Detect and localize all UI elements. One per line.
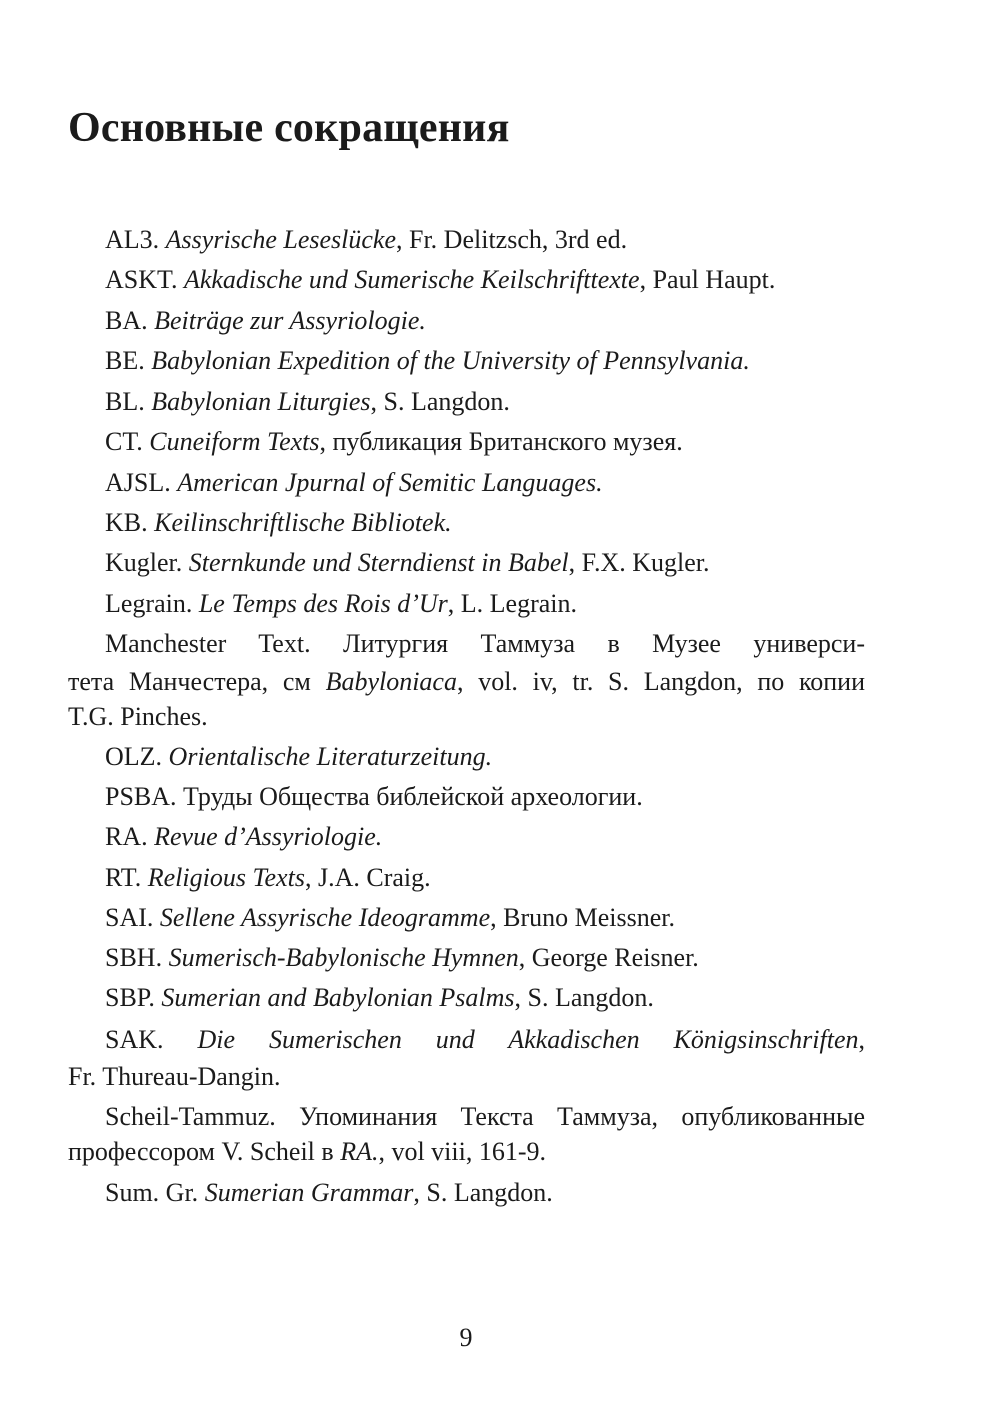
abbreviation-entry-ra	[105, 817, 865, 857]
entry-author: , Paul Haupt.	[639, 265, 776, 294]
abbreviation-entry-ajsl	[105, 463, 865, 503]
entry-abbreviation: Sum. Gr.	[105, 1178, 205, 1207]
entry-abbreviation: CT.	[105, 427, 150, 456]
entry-author: , F.X. Kugler.	[568, 548, 710, 577]
entry-title: Religious Texts	[147, 863, 305, 892]
abbreviation-entry-sak-line-1	[105, 1020, 865, 1060]
abbreviation-entry-rt	[105, 858, 865, 898]
entry-title: Sumerian Grammar	[204, 1178, 414, 1207]
entry-author: , George Reisner.	[518, 943, 699, 972]
entry-abbreviation: AJSL.	[105, 468, 178, 497]
entry-abbreviation: OLZ.	[105, 742, 169, 771]
entry-title: Sternkunde und Sterndienst in Babel	[188, 548, 569, 577]
entry-text: Scheil-Tammuz. Упоминания Текста Таммуза, опубликованные	[105, 1102, 865, 1131]
entry-title: Assyrische Leseslücke	[165, 225, 396, 254]
entry-title: Keilinschriftlische Bibliotek.	[154, 508, 452, 537]
entry-author: , L. Legrain.	[447, 589, 578, 618]
abbreviation-entry-al3	[105, 220, 865, 260]
entry-author: Fr. Thureau-Dangin.	[68, 1062, 281, 1091]
entry-abbreviation: RT.	[105, 863, 148, 892]
entry-note: , публикация Британского музея.	[319, 427, 683, 456]
entry-title: Le Temps des Rois d’Ur	[198, 589, 448, 618]
entry-text: ,	[858, 1025, 865, 1054]
entry-author: , S. Langdon.	[370, 387, 510, 416]
entry-title: Babylonian Expedition of the University of Pennsylvania.	[151, 346, 750, 375]
abbreviation-entry-manchester-line-3	[68, 697, 865, 737]
abbreviation-entry-kb	[105, 503, 865, 543]
entry-title: Cuneiform Texts	[149, 427, 320, 456]
abbreviation-entry-scheil-tammuz-line-1	[105, 1097, 865, 1137]
abbreviation-entry-kugler	[105, 543, 865, 583]
entry-title: Die Sumerischen und Akkadischen Königsinschriften	[197, 1025, 859, 1054]
abbreviation-entry-scheil-tammuz-line-2	[68, 1132, 865, 1172]
entry-abbreviation: Legrain.	[105, 589, 199, 618]
entry-text: Manchester Text. Литургия Таммуза в Музее универси-	[105, 629, 865, 658]
entry-title: American Jpurnal of Semitic Languages.	[177, 468, 603, 497]
entry-author: , Bruno Meissner.	[490, 903, 676, 932]
abbreviation-entry-sbp	[105, 978, 865, 1018]
page-title: Основные сокращения	[68, 105, 510, 151]
entry-author: , S. Langdon.	[413, 1178, 553, 1207]
entry-author: , S. Langdon.	[514, 983, 654, 1012]
abbreviation-entry-psba	[105, 777, 865, 817]
entry-title: Babyloniaca	[325, 667, 457, 696]
entry-abbreviation: RA.	[105, 822, 155, 851]
abbreviation-entry-sai	[105, 898, 865, 938]
entry-text: PSBA. Труды Общества библейской археологии.	[105, 782, 643, 811]
entry-title: RA.	[340, 1137, 379, 1166]
entry-abbreviation: SAK.	[105, 1025, 198, 1054]
entry-text: , vol. iv, tr. S. Langdon, по копии	[456, 667, 865, 696]
entry-author: , Fr. Delitzsch, 3rd ed.	[396, 225, 628, 254]
entry-abbreviation: Kugler.	[105, 548, 189, 577]
entry-text: T.G. Pinches.	[68, 702, 208, 731]
abbreviation-entry-be	[105, 341, 865, 381]
page-number: 9	[459, 1323, 473, 1352]
entry-title: Revue d’Assyriologie.	[154, 822, 383, 851]
abbreviation-entry-askt	[105, 260, 865, 300]
entry-abbreviation: ASKT.	[105, 265, 184, 294]
entry-title: Sumerian and Babylonian Psalms	[161, 983, 515, 1012]
entry-abbreviation: BE.	[105, 346, 152, 375]
entry-title: Akkadische und Sumerische Keilschrifttexte	[183, 265, 640, 294]
entry-abbreviation: SBP.	[105, 983, 162, 1012]
abbreviation-entry-sak-line-2	[68, 1057, 865, 1097]
entry-author: , J.A. Craig.	[304, 863, 431, 892]
abbreviation-entry-legrain	[105, 584, 865, 624]
abbreviation-entry-sbh	[105, 938, 865, 978]
abbreviation-entry-manchester-line-1	[105, 624, 865, 664]
abbreviation-entry-manchester-line-2	[68, 662, 865, 702]
entry-text: профессором V. Scheil в	[68, 1137, 341, 1166]
entry-title: Beiträge zur Assyriologie.	[154, 306, 426, 335]
abbreviation-entry-olz	[105, 737, 865, 777]
entry-abbreviation: BA.	[105, 306, 155, 335]
abbreviation-entry-ba	[105, 301, 865, 341]
entry-abbreviation: SBH.	[105, 943, 169, 972]
entry-title: Sumerisch-Babylonische Hymnen	[168, 943, 519, 972]
entry-text: тета Манчестера, см	[68, 667, 326, 696]
entry-abbreviation: SAI.	[105, 903, 160, 932]
abbreviation-entry-bl	[105, 382, 865, 422]
entry-title: Babylonian Liturgies	[151, 387, 371, 416]
entry-abbreviation: KB.	[105, 508, 155, 537]
abbreviation-entry-ct	[105, 422, 865, 462]
entry-abbreviation: AL3.	[105, 225, 166, 254]
entry-text: , vol viii, 161-9.	[378, 1137, 547, 1166]
entry-abbreviation: BL.	[105, 387, 152, 416]
entry-title: Orientalische Literaturzeitung.	[168, 742, 493, 771]
abbreviation-entry-sum-gr	[105, 1173, 865, 1213]
entry-title: Sellene Assyrische Ideogramme	[159, 903, 491, 932]
